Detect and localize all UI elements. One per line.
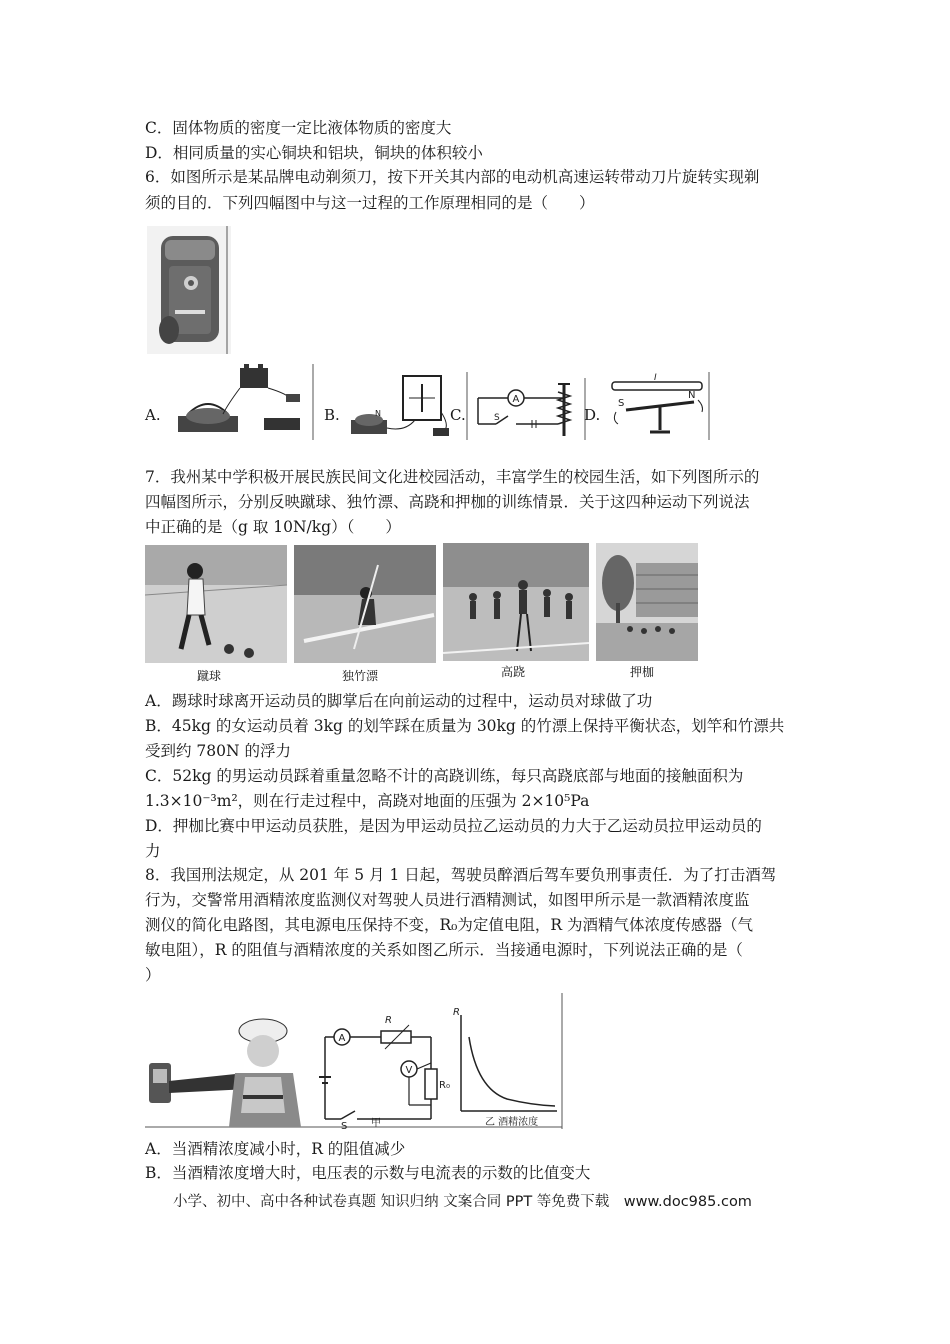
voltmeter-label: V xyxy=(405,1065,413,1076)
graph-x-label: 乙 酒精浓度 xyxy=(485,1117,539,1128)
fixed-resistor-label: R₀ xyxy=(439,1080,450,1091)
duzhupiao-photo xyxy=(294,545,436,685)
svg-text:I: I xyxy=(654,373,657,383)
caption-yajia: 押枷 xyxy=(630,665,655,679)
page-footer: 小学、初中、高中各种试卷真题 知识归纳 文案合同 PPT 等免费下载 www.doc985.com xyxy=(173,1194,752,1210)
q8-option-a: A．当酒精浓度减小时，R 的阻值减少 xyxy=(145,1140,406,1158)
circuit-caption: 甲 xyxy=(371,1118,381,1129)
q7-option-b-line-2: 受到约 780N 的浮力 xyxy=(145,742,292,760)
option-c-previous: C．固体物质的密度一定比液体物质的密度大 xyxy=(145,119,452,137)
question-6-line-1: 6．如图所示是某品牌电动剃须刀，按下开关其内部的电动机高速运转带动刀片旋转实现剃 xyxy=(145,168,760,186)
q8-option-b: B．当酒精浓度增大时，电压表的示数与电流表的示数的比值变大 xyxy=(145,1164,591,1182)
question-6-line-2: 须的目的．下列四幅图中与这一过程的工作原理相同的是（ ） xyxy=(145,194,595,212)
caption-gaoqiao: 高跷 xyxy=(501,665,526,679)
q7-option-c-line-2: 1.3×10⁻³m²，则在行走过程中，高跷对地面的压强为 2×10⁵Pa xyxy=(145,792,590,810)
q6-option-d-figure xyxy=(606,372,710,440)
yajia-photo xyxy=(596,543,698,683)
svg-text:N: N xyxy=(375,409,381,418)
q7-option-a: A．踢球时球离开运动员的脚掌后在向前运动的过程中，运动员对球做了功 xyxy=(145,692,653,710)
q7-option-d-line-1: D．押枷比赛中甲运动员获胜，是因为甲运动员拉乙运动员的力大于乙运动员拉甲运动员的 xyxy=(145,817,762,835)
q7-option-c-line-1: C．52kg 的男运动员踩着重量忽略不计的高跷训练，每只高跷底部与地面的接触面积为 xyxy=(145,767,744,785)
q6-option-a-figure xyxy=(168,364,314,440)
question-8-line-1: 8．我国刑法规定，从 201 年 5 月 1 日起，驾驶员醉酒后驾车要负刑事责任．为了打击酒驾 xyxy=(145,866,777,884)
q6-option-c-label: C. xyxy=(450,406,466,424)
gaoqiao-photo xyxy=(443,543,589,683)
graph-y-label: R xyxy=(453,1007,460,1018)
q6-option-b-label: B. xyxy=(324,406,340,424)
breathalyzer-figure xyxy=(145,993,565,1129)
caption-duzhupiao: 独竹漂 xyxy=(342,669,379,683)
question-7-line-2: 四幅图所示，分别反映蹴球、独竹漂、高跷和押枷的训练情景．关于这四种运动下列说法 xyxy=(145,493,750,511)
q7-option-b-line-1: B．45kg 的女运动员着 3kg 的划竿踩在质量为 30kg 的竹漂上保持平衡状态，划竿和竹漂共 xyxy=(145,717,785,735)
question-7-line-1: 7．我州某中学积极开展民族民间文化进校园活动，丰富学生的校园生活，如下列图所示的 xyxy=(145,468,760,486)
caption-cuqiu: 蹴球 xyxy=(197,669,222,683)
sensor-resistor-label: R xyxy=(385,1015,392,1026)
q6-option-c-figure xyxy=(474,378,586,440)
switch-label: S xyxy=(341,1121,348,1129)
question-8-line-2: 行为，交警常用酒精浓度监测仪对驾驶人员进行酒精测试，如图甲所示是一款酒精浓度监 xyxy=(145,891,750,909)
q6-option-d-label: D. xyxy=(584,406,601,424)
question-8-line-3: 测仪的简化电路图，其电源电压保持不变，R₀为定值电阻，R 为酒精气体浓度传感器（气 xyxy=(145,916,753,934)
question-7-line-3: 中正确的是（g 取 10N/kg）（ ） xyxy=(145,518,401,536)
shaver-photo xyxy=(147,226,231,354)
q6-option-a-label: A. xyxy=(145,406,161,424)
ammeter-label: A xyxy=(338,1033,346,1044)
svg-text:N: N xyxy=(688,390,696,401)
q7-option-d-line-2: 力 xyxy=(145,842,161,860)
question-8-line-4: 敏电阻），R 的阻值与酒精浓度的关系如图乙所示．当接通电源时，下列说法正确的是（ xyxy=(145,941,743,959)
question-8-line-5: ） xyxy=(145,966,161,984)
ammeter-c: A xyxy=(512,394,520,405)
svg-text:S: S xyxy=(618,398,625,409)
option-d-previous: D．相同质量的实心铜块和铝块，铜块的体积较小 xyxy=(145,144,483,162)
svg-text:S: S xyxy=(494,413,500,423)
cuqiu-photo xyxy=(145,545,287,685)
